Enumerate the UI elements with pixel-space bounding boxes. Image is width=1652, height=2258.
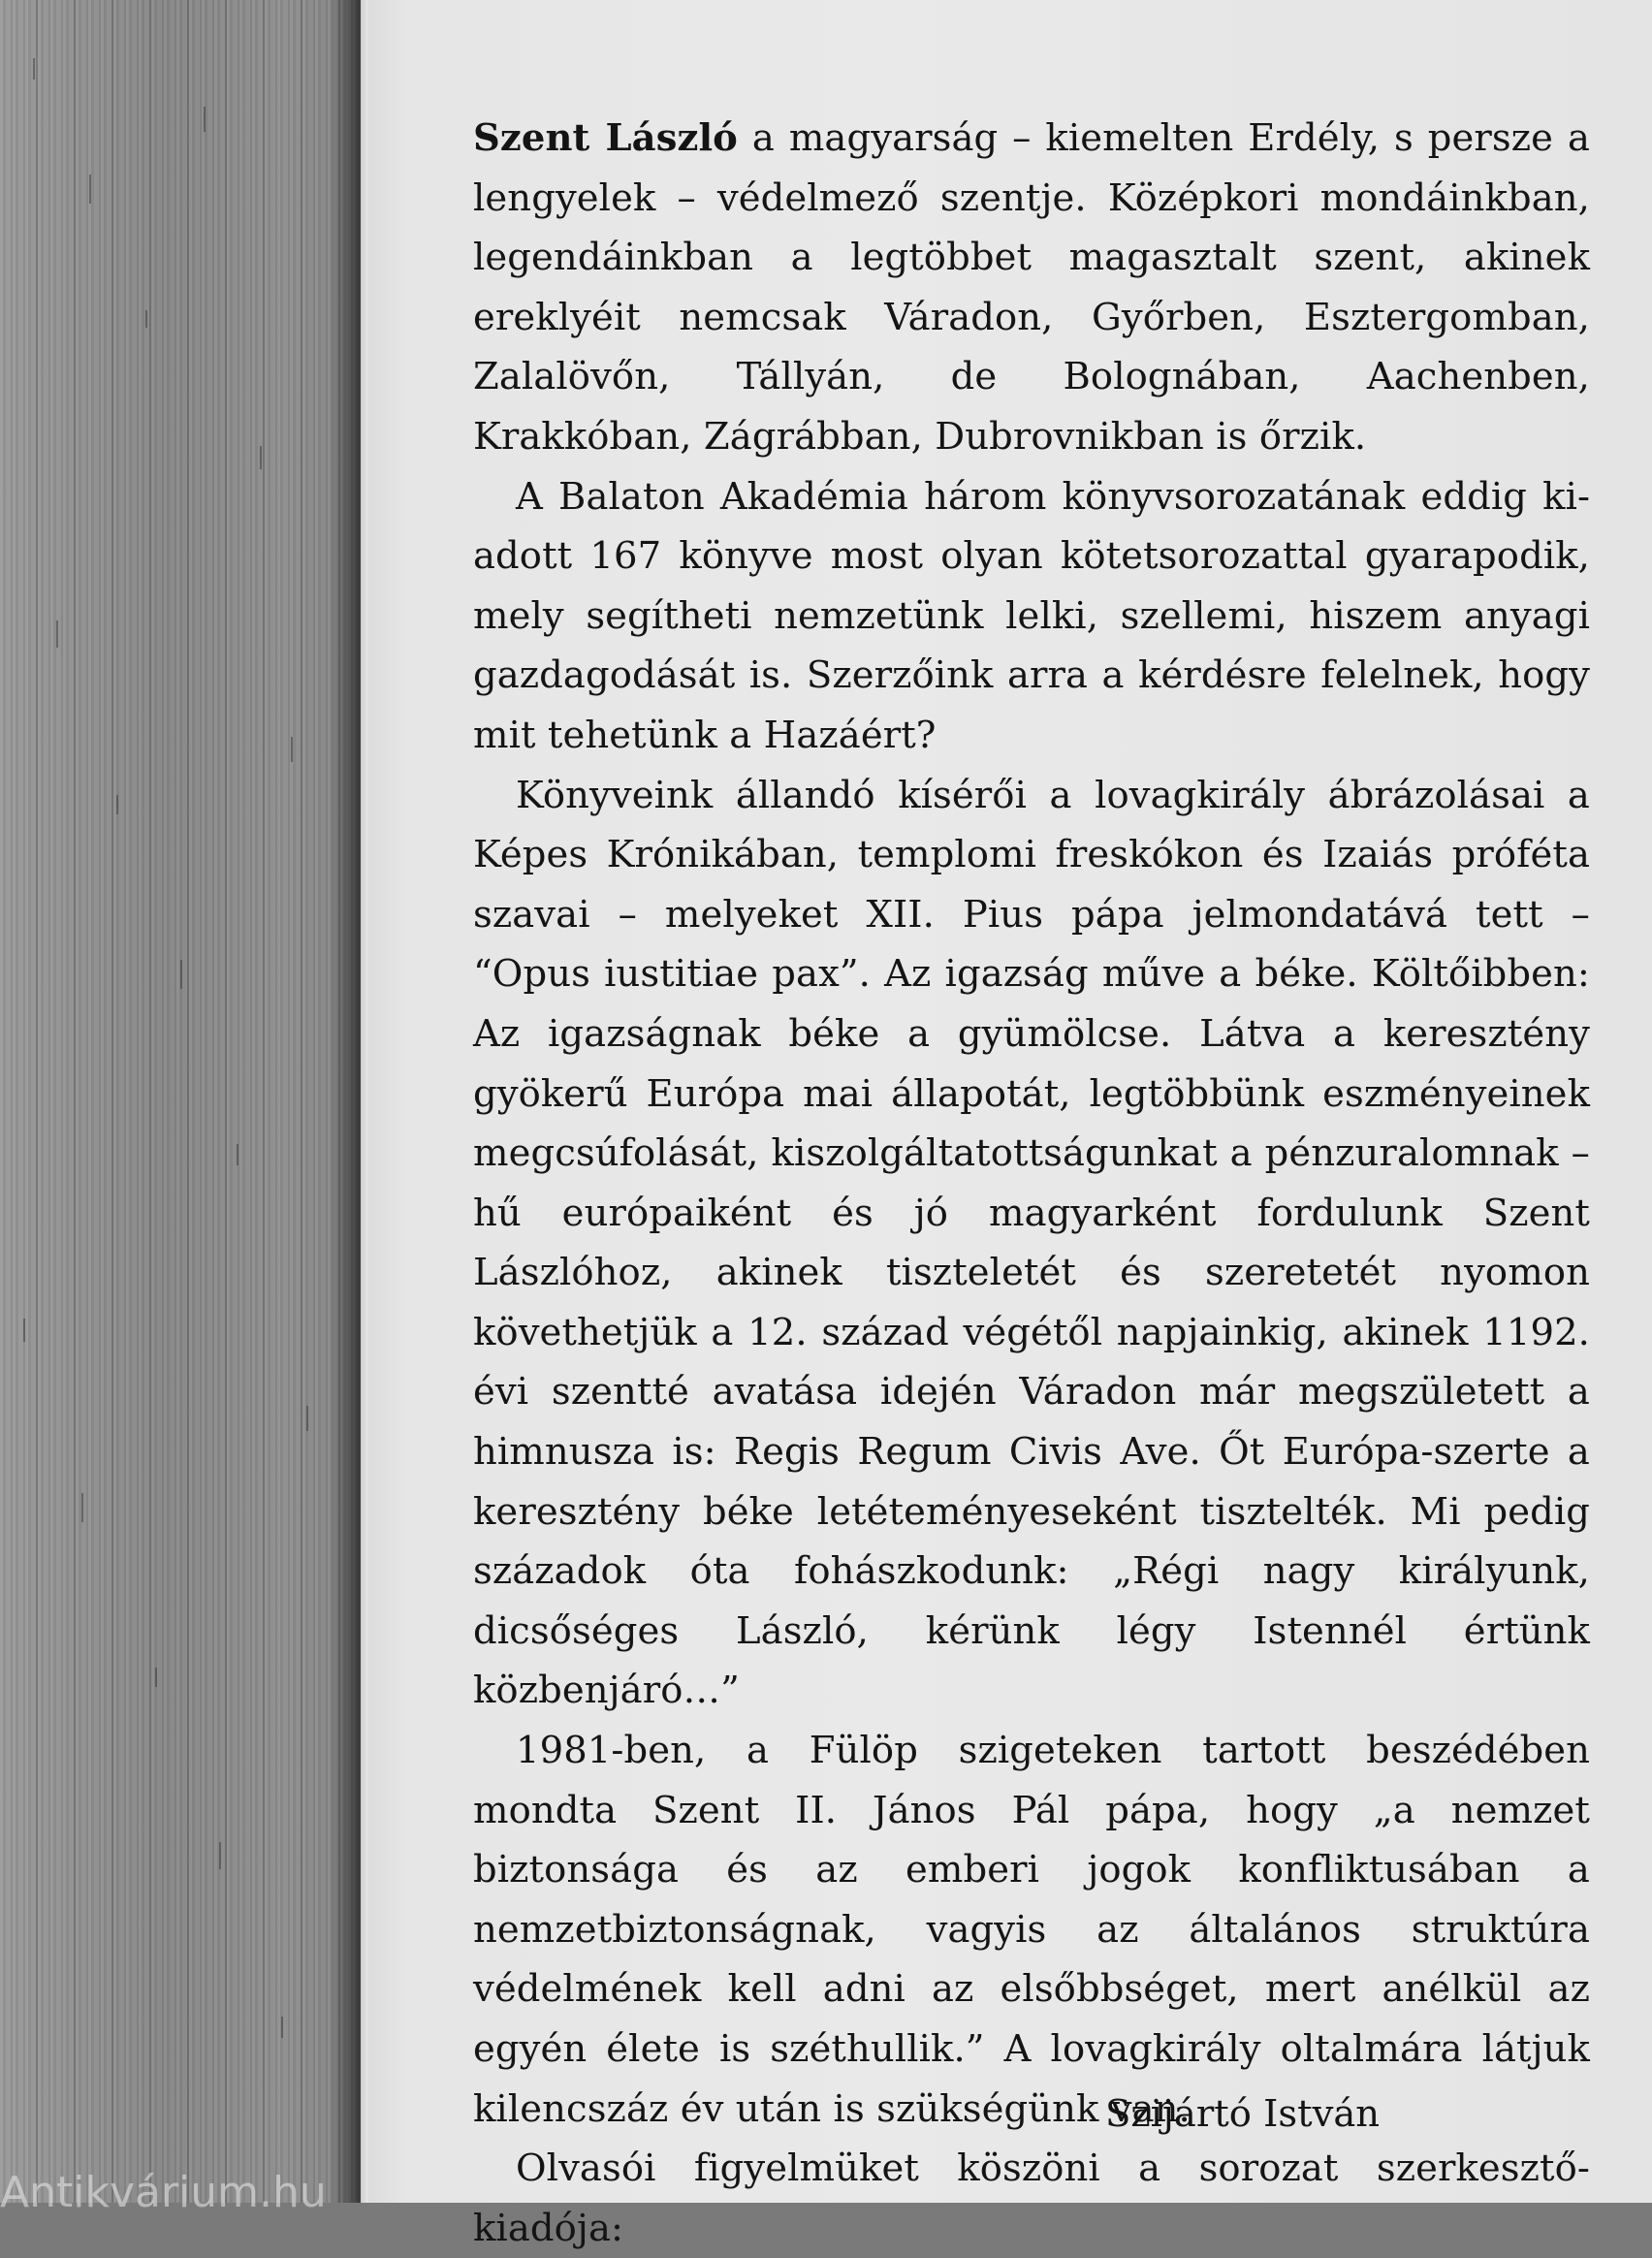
wood-grain-mark [23, 1319, 25, 1342]
wood-grain-mark [81, 1493, 83, 1522]
wood-grain-mark [219, 1842, 221, 1869]
wood-grain-mark [260, 446, 262, 469]
wood-grain-mark [204, 107, 206, 132]
wood-grain-mark [306, 1406, 308, 1431]
paragraph-1981: 1981-ben, a Fülöp szigeteken tartott beszédében mondta Szent II. János Pál pápa, hogy „a nemzet biztonsága és az emberi jogok konfliktusában a nemzetbiztonságnak, vagyis az általános struktúra védelmének kell adni az elsőbbséget, mert anélkül az egyén élete is széthullik.” A lovagkirály oltalmára látjuk kilencszáz év után is szükségünk van. [473, 1729, 1590, 2131]
wood-grain-mark [155, 1668, 157, 1687]
page-text [473, 109, 1590, 2258]
wood-grain-mark [145, 310, 147, 328]
wood-grain-mark [281, 2017, 283, 2038]
wood-grain-mark [237, 1144, 238, 1165]
wood-grain-mark [33, 58, 35, 80]
paragraph-balaton: A Balaton Akadémia három könyvsorozatának eddig kiadott 167 könyve most olyan kötetsorozattal gyarapodik, mely segítheti nemzetünk lelki, szellemi, hiszem anyagi gazdagodását is. Szerzőink arra a kérdésre felelnek, hogy mit tehetünk a Hazáért? [473, 474, 1590, 757]
paragraph-closing: Olvasói figyelmüket köszöni a sorozat szerkesztő-kiadója: [473, 2147, 1590, 2250]
paragraph-text: a magyarság – kiemelten Erdély, s persze a lengyelek – védelmező szentje. Középkori mondáinkban, legendáinkban a legtöbbet magasztalt szent, akinek ereklyéit nemcsak Váradon, Győrben, Esztergomban, Zalalövőn, Tállyán, de Bolognában, Aachenben, Krakkóban, Zágrábban, Dubrovnikban is őrzik. [473, 116, 1590, 459]
wood-grain-mark [180, 960, 182, 989]
signature: Szijártó István [1105, 2092, 1381, 2136]
wood-grain-mark [56, 620, 58, 648]
lead-name: Szent László [473, 116, 738, 160]
wood-grain-mark [116, 795, 118, 814]
watermark: Antikvárium.hu [0, 2168, 327, 2217]
paragraph-books: Könyveink állandó kísérői a lovagkirály ábrázolásai a Képes Krónikában, templomi freskókon és Izaiás próféta szavai – melyeket XII. Pius pápa jelmondatává tett – “Opus iustitiae pax”. Az igazság műve a béke. Költőibben: Az igazságnak béke a gyümölcse. Látva a keresztény gyökerű Európa mai állapotát, legtöbbünk eszményeinek megcsúfolását, kiszolgáltatottságunkat a pénzuralomnak – hű európaiként és jó magyarként fordulunk Szent Lászlóhoz, akinek tiszteletét és szeretetét nyomon követhetjük a 12. század végétől napjainkig, akinek 1192. évi szentté avatása idején Váradon már megszületett a himnusza is: Regis Regum Civis Ave. Őt Európa-szerte a keresztény béke letéteményeseként tisztelték. Mi pedig századok óta fohászkodunk: „Régi nagy királyunk, dicsőséges László, kérünk légy Istennél értünk közbenjáró…” [473, 773, 1590, 1713]
wood-grain-mark [89, 175, 91, 204]
paragraph-intro [473, 109, 1590, 467]
wood-grain-mark [291, 737, 293, 762]
